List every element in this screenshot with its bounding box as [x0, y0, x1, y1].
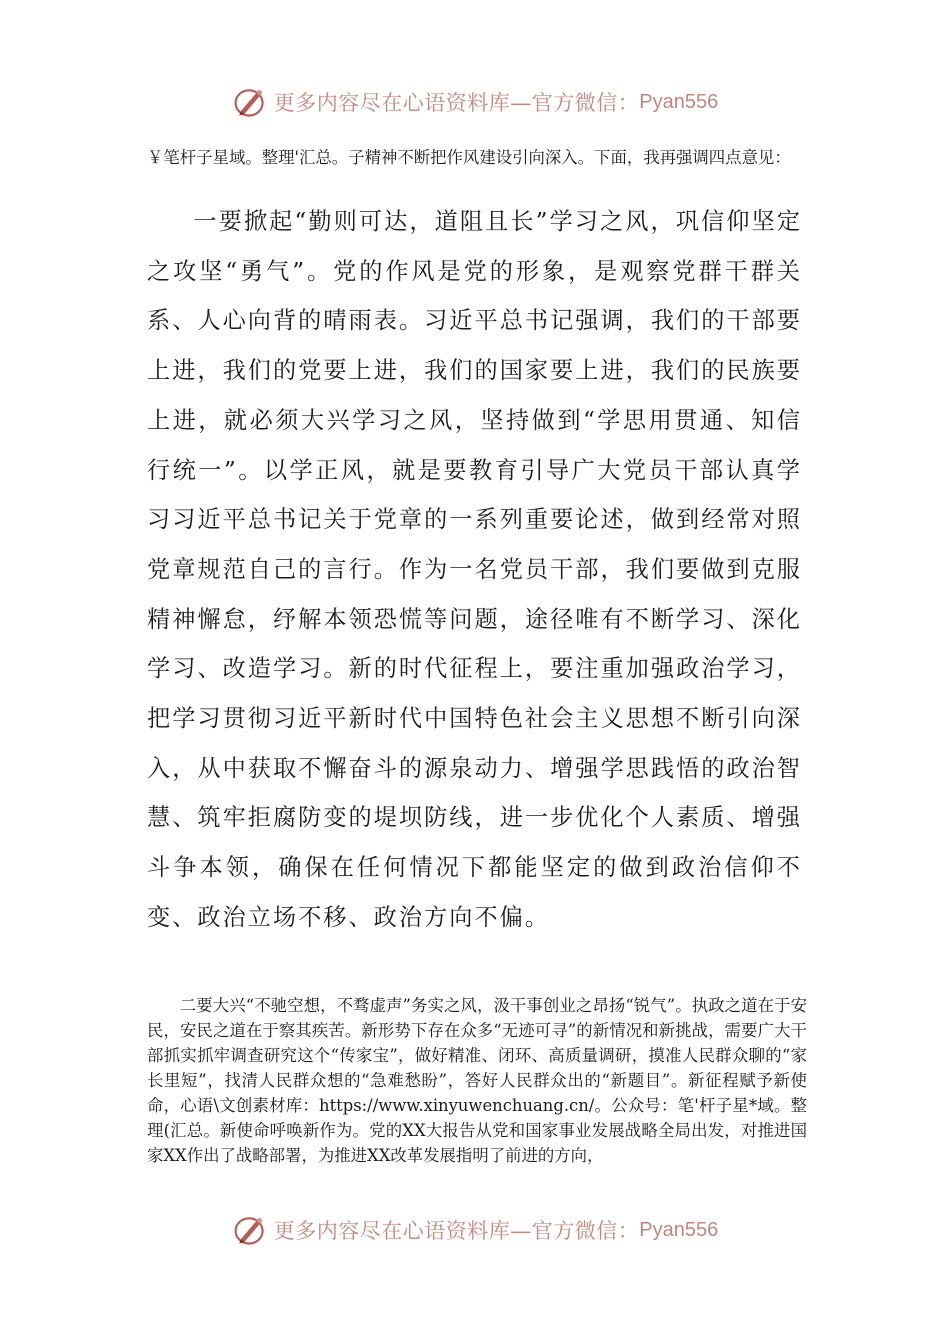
banner-text: 更多内容尽在心语资料库—官方微信：: [273, 1219, 640, 1243]
body-paragraph-two: 二要大兴“不驰空想，不骛虚声”务实之风，汲干事创业之昂扬“锐气”。执政之道在于安民，安民之道在于察其疾苦。新形势下存在众多“无迹可寻”的新情况和新挑战，需要广大干部抓实抓牢调查研究这个“传家宝”，做好精准、闭环、高质量调研，摸准人民群众聊的“家长里短”，找清人民群众想的“急难愁盼”，答好人民群众出的“新题目”。新征程赋予新使命，心语\文创素材库：https://www.xinyuwenchuang.cn/。公众号：笔'杆子星*域。整理(汇总。新使命呼唤新作为。党的XX大报告从党和国家事业发展战略全局出发，对推进国家XX作出了战略部署，为推进XX改革发展指明了前进的方向，: [147, 996, 807, 1165]
footer-banner: [0, 1208, 950, 1252]
intro-paragraph: ￥笔杆子星域。整理'汇总。子精神不断把作风建设引向深入。下面，我再强调四点意见：: [147, 148, 791, 167]
body-paragraph-one: 一要掀起“勤则可达，道阻且长”学习之风，巩信仰坚定之攻坚“勇气”。党的作风是党的形象，是观察党群干群关系、人心向背的晴雨表。习近平总书记强调，我们的干部要上进，我们的党要上进，我们的国家要上进，我们的民族要上进，就必须大兴学习之风，坚持做到“学思用贯通、知信行统一”。以学正风，就是要教育引导广大党员干部认真学习习近平总书记关于党章的一系列重要论述，做到经常对照党章规范自己的言行。作为一名党员干部，我们要做到克服精神懈怠，纾解本领恐慌等问题，途径唯有不断学习、深化学习、改造学习。新的时代征程上，要注重加强政治学习，把学习贯彻习近平新时代中国特色社会主义思想不断引向深入，从中获取不懈奋斗的源泉动力、增强学思践悟的政治智慧、筑牢拒腐防变的堤坝防线，进一步优化个人素质、增强斗争本领，确保在任何情况下都能坚定的做到政治信仰不变、政治立场不移、政治方向不偏。: [147, 208, 802, 931]
banner-text: 更多内容尽在心语资料库—官方微信：: [273, 91, 640, 115]
banner-wechat-id: Pyan556: [639, 1218, 719, 1241]
pen-logo-icon: [232, 1212, 268, 1248]
header-banner: [0, 80, 950, 124]
pen-logo-icon: [232, 84, 268, 120]
banner-wechat-id: Pyan556: [639, 90, 719, 113]
